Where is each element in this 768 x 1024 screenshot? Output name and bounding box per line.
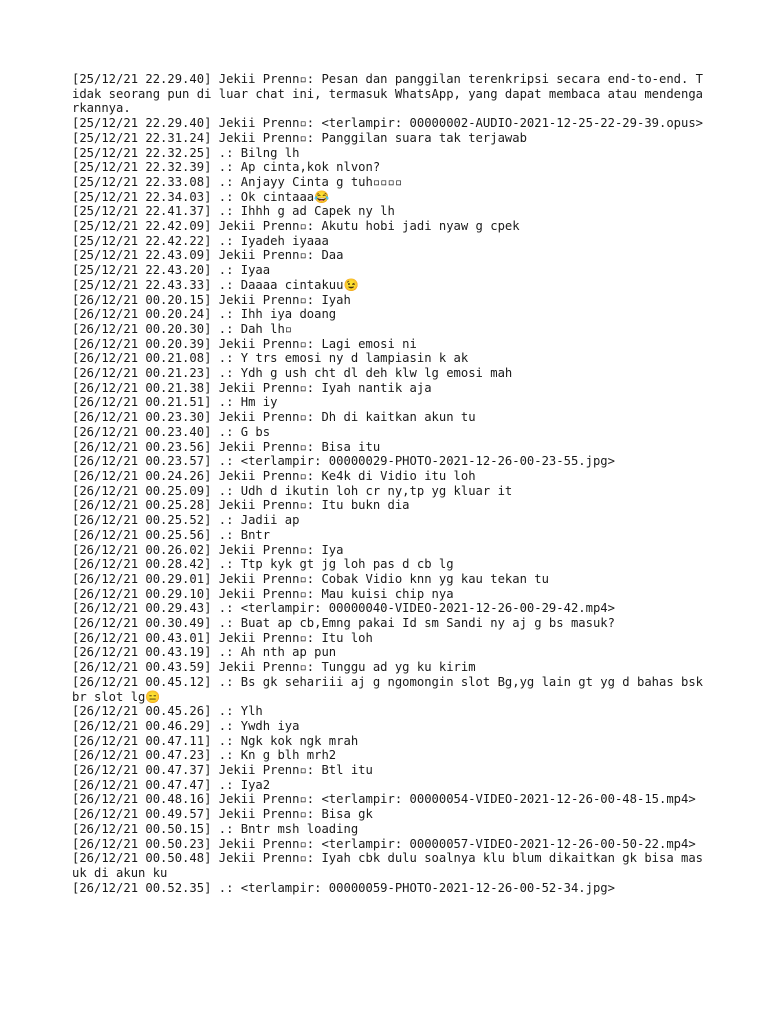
chat-log — [72, 72, 711, 895]
chat-line: [26/12/21 00.25.52] .: Jadii ap — [72, 513, 300, 528]
chat-line: [26/12/21 00.20.39] Jekii Prenn▫: Lagi emosi ni — [72, 336, 417, 351]
chat-line: [26/12/21 00.24.26] Jekii Prenn▫: Ke4k di Vidio itu loh — [72, 468, 476, 483]
chat-line: [25/12/21 22.41.37] .: Ihhh g ad Capek ny lh — [72, 204, 395, 219]
chat-line: [26/12/21 00.20.15] Jekii Prenn▫: Iyah — [72, 292, 351, 307]
chat-line: [26/12/21 00.52.35] .: <terlampir: 00000059-PHOTO-2021-12-26-00-52-34.jpg> — [72, 880, 615, 895]
chat-line: [26/12/21 00.29.10] Jekii Prenn▫: Mau kuisi chip nya — [72, 586, 454, 601]
chat-line: [26/12/21 00.43.01] Jekii Prenn▫: Itu loh — [72, 630, 373, 645]
chat-line: [26/12/21 00.23.57] .: <terlampir: 00000029-PHOTO-2021-12-26-00-23-55.jpg> — [72, 454, 615, 469]
chat-line: [26/12/21 00.23.40] .: G bs — [72, 424, 271, 439]
chat-line: [26/12/21 00.23.56] Jekii Prenn▫: Bisa itu — [72, 439, 381, 454]
chat-line: [25/12/21 22.32.25] .: Bilng lh — [72, 145, 300, 160]
chat-line: [26/12/21 00.21.38] Jekii Prenn▫: Iyah nantik aja — [72, 380, 432, 395]
chat-line: [26/12/21 00.45.26] .: Ylh — [72, 704, 263, 719]
chat-line: [25/12/21 22.32.39] .: Ap cinta,kok nlvon? — [72, 160, 381, 175]
chat-line: [26/12/21 00.46.29] .: Ywdh iya — [72, 718, 300, 733]
chat-line: [25/12/21 22.42.09] Jekii Prenn▫: Akutu hobi jadi nyaw g cpek — [72, 219, 520, 234]
chat-line: [26/12/21 00.21.23] .: Ydh g ush cht dl deh klw lg emosi mah — [72, 366, 513, 381]
chat-line: [26/12/21 00.25.09] .: Udh d ikutin loh cr ny,tp yg kluar it — [72, 483, 513, 498]
chat-line: [26/12/21 00.47.11] .: Ngk kok ngk mrah — [72, 733, 359, 748]
chat-line: [26/12/21 00.29.43] .: <terlampir: 00000040-VIDEO-2021-12-26-00-29-42.mp4> — [72, 601, 615, 616]
chat-line: [26/12/21 00.47.37] Jekii Prenn▫: Btl itu — [72, 763, 373, 778]
chat-line: [26/12/21 00.50.15] .: Bntr msh loading — [72, 821, 359, 836]
chat-line: [25/12/21 22.43.20] .: Iyaa — [72, 263, 271, 278]
chat-line: [26/12/21 00.48.16] Jekii Prenn▫: <terlampir: 00000054-VIDEO-2021-12-26-00-48-15.mp4> — [72, 792, 696, 807]
chat-line: [25/12/21 22.43.09] Jekii Prenn▫: Daa — [72, 248, 344, 263]
chat-line: [25/12/21 22.31.24] Jekii Prenn▫: Panggilan suara tak terjawab — [72, 130, 527, 145]
chat-line: [26/12/21 00.23.30] Jekii Prenn▫: Dh di kaitkan akun tu — [72, 410, 476, 425]
chat-line: [25/12/21 22.42.22] .: Iyadeh iyaaa — [72, 233, 329, 248]
chat-line: [25/12/21 22.33.08] .: Anjayy Cinta g tuh▫▫▫▫ — [72, 174, 403, 189]
chat-line: [26/12/21 00.25.28] Jekii Prenn▫: Itu bukn dia — [72, 498, 410, 513]
chat-line: [26/12/21 00.21.08] .: Y trs emosi ny d lampiasin k ak — [72, 351, 469, 366]
chat-line: [26/12/21 00.47.47] .: Iya2 — [72, 777, 271, 792]
chat-line: [26/12/21 00.21.51] .: Hm iy — [72, 395, 278, 410]
chat-line: [25/12/21 22.34.03] .: Ok cintaaa😂 — [72, 189, 330, 204]
chat-line: [25/12/21 22.43.33] .: Daaaa cintakuu😉 — [72, 277, 359, 292]
chat-line: [26/12/21 00.50.23] Jekii Prenn▫: <terlampir: 00000057-VIDEO-2021-12-26-00-50-22.mp4> — [72, 836, 696, 851]
chat-line: [26/12/21 00.20.24] .: Ihh iya doang — [72, 307, 337, 322]
chat-line: [26/12/21 00.25.56] .: Bntr — [72, 527, 271, 542]
chat-line: [26/12/21 00.43.59] Jekii Prenn▫: Tunggu ad yg ku kirim — [72, 660, 476, 675]
chat-line: [26/12/21 00.49.57] Jekii Prenn▫: Bisa gk — [72, 807, 373, 822]
chat-line: [25/12/21 22.29.40] Jekii Prenn▫: Pesan dan panggilan terenkripsi secara end-to-end. Tidak seorang pun di luar chat ini, termasuk WhatsApp, yang dapat membaca atau mendengarkannya. — [72, 72, 704, 116]
chat-line: [26/12/21 00.20.30] .: Dah lh▫ — [72, 321, 293, 336]
chat-line: [26/12/21 00.30.49] .: Buat ap cb,Emng pakai Id sm Sandi ny aj g bs masuk? — [72, 616, 615, 631]
chat-line: [26/12/21 00.47.23] .: Kn g blh mrh2 — [72, 748, 337, 763]
chat-line: [26/12/21 00.43.19] .: Ah nth ap pun — [72, 645, 337, 660]
chat-line: [26/12/21 00.29.01] Jekii Prenn▫: Cobak Vidio knn yg kau tekan tu — [72, 571, 549, 586]
chat-line: [25/12/21 22.29.40] Jekii Prenn▫: <terlampir: 00000002-AUDIO-2021-12-25-22-29-39.opus> — [72, 116, 704, 131]
chat-line: [26/12/21 00.28.42] .: Ttp kyk gt jg loh pas d cb lg — [72, 557, 454, 572]
chat-line: [26/12/21 00.45.12] .: Bs gk sehariii aj g ngomongin slot Bg,yg lain gt yg d bahas bsk br slot lg😑 — [72, 674, 711, 704]
chat-line: [26/12/21 00.50.48] Jekii Prenn▫: Iyah cbk dulu soalnya klu blum dikaitkan gk bisa masuk di akun ku — [72, 851, 704, 880]
chat-line: [26/12/21 00.26.02] Jekii Prenn▫: Iya — [72, 542, 344, 557]
